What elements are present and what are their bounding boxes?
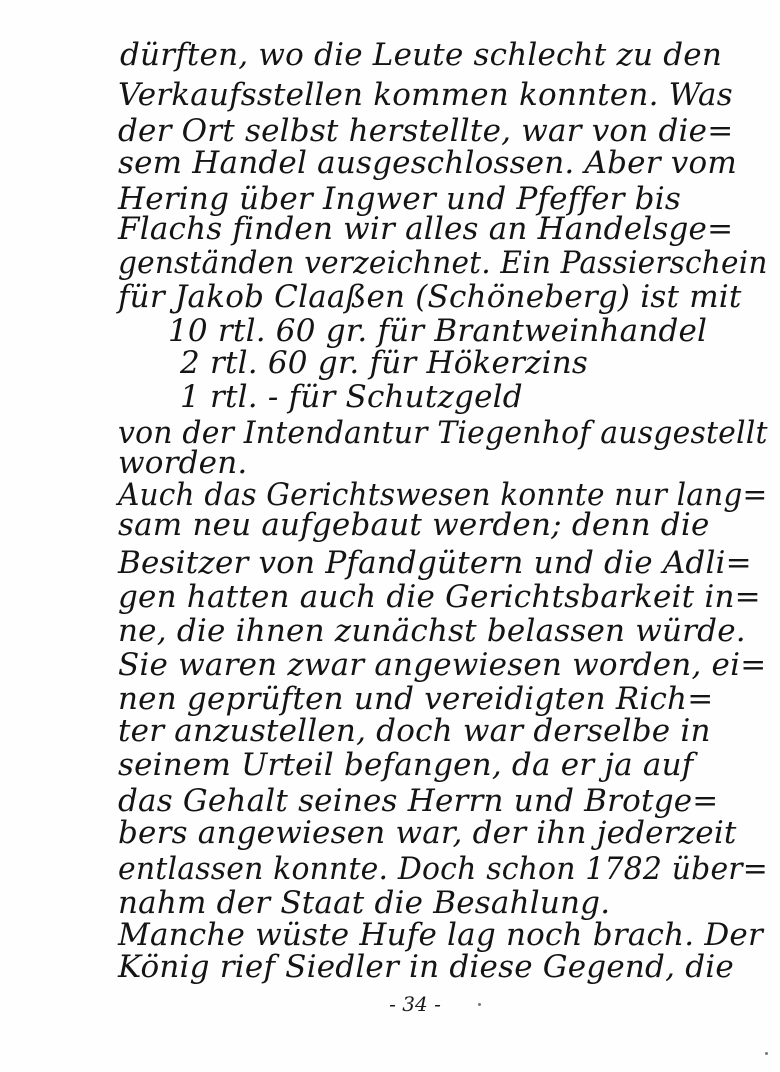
text-line: Hering über Ingwer und Pfeffer bis — [118, 181, 681, 217]
text-line: nahm der Staat die Besahlung. — [118, 885, 611, 921]
text-line: sam neu aufgebaut werden; denn die — [118, 507, 710, 543]
text-line: ter anzustellen, doch war derselbe in — [118, 713, 711, 749]
text-line: ne, die ihnen zunächst belassen würde. — [118, 613, 746, 649]
text-line: Manche wüste Hufe lag noch brach. Der — [118, 917, 763, 953]
text-line: der Ort selbst herstellte, war von die= — [118, 113, 734, 149]
text-line: bers angewiesen war, der ihn jederzeit — [118, 815, 737, 851]
text-line: sem Handel ausgeschlossen. Aber vom — [118, 145, 737, 181]
paper-speck — [478, 1003, 481, 1006]
text-line: Sie waren zwar angewiesen worden, ei= — [118, 647, 767, 683]
text-line: dürften, wo die Leute schlecht zu den — [120, 37, 722, 73]
text-line: für Jakob Claaßen (Schöneberg) ist mit — [118, 279, 742, 315]
text-line: das Gehalt seines Herrn und Brotge= — [118, 783, 719, 819]
text-line: 1 rtl. - für Schutzgeld — [180, 379, 523, 415]
text-line: genständen verzeichnet. Ein Passierschein — [118, 245, 768, 281]
text-line: gen hatten auch die Gerichtsbarkeit in= — [118, 579, 761, 615]
text-line: König rief Siedler in diese Gegend, die — [118, 949, 734, 985]
text-line: seinem Urteil befangen, da er ja auf — [118, 747, 694, 783]
text-line: Besitzer von Pfandgütern und die Adli= — [118, 545, 752, 581]
page-number: - 34 - — [389, 992, 441, 1016]
text-line: worden. — [118, 445, 248, 481]
text-line: Verkaufsstellen kommen konnten. Was — [118, 77, 733, 113]
text-line: entlassen konnte. Doch schon 1782 über= — [118, 851, 768, 887]
text-line: Flachs finden wir alles an Handelsge= — [118, 211, 734, 247]
text-line: nen geprüften und vereidigten Rich= — [118, 681, 714, 717]
text-line: 2 rtl. 60 gr. für Hökerzins — [180, 345, 589, 381]
text-line: von der Intendantur Tiegenhof ausgestellt — [118, 415, 768, 451]
text-line: Auch das Gerichtswesen konnte nur lang= — [118, 477, 768, 513]
paper-speck — [765, 1052, 768, 1055]
text-line: 10 rtl. 60 gr. für Brantweinhandel — [168, 313, 708, 349]
